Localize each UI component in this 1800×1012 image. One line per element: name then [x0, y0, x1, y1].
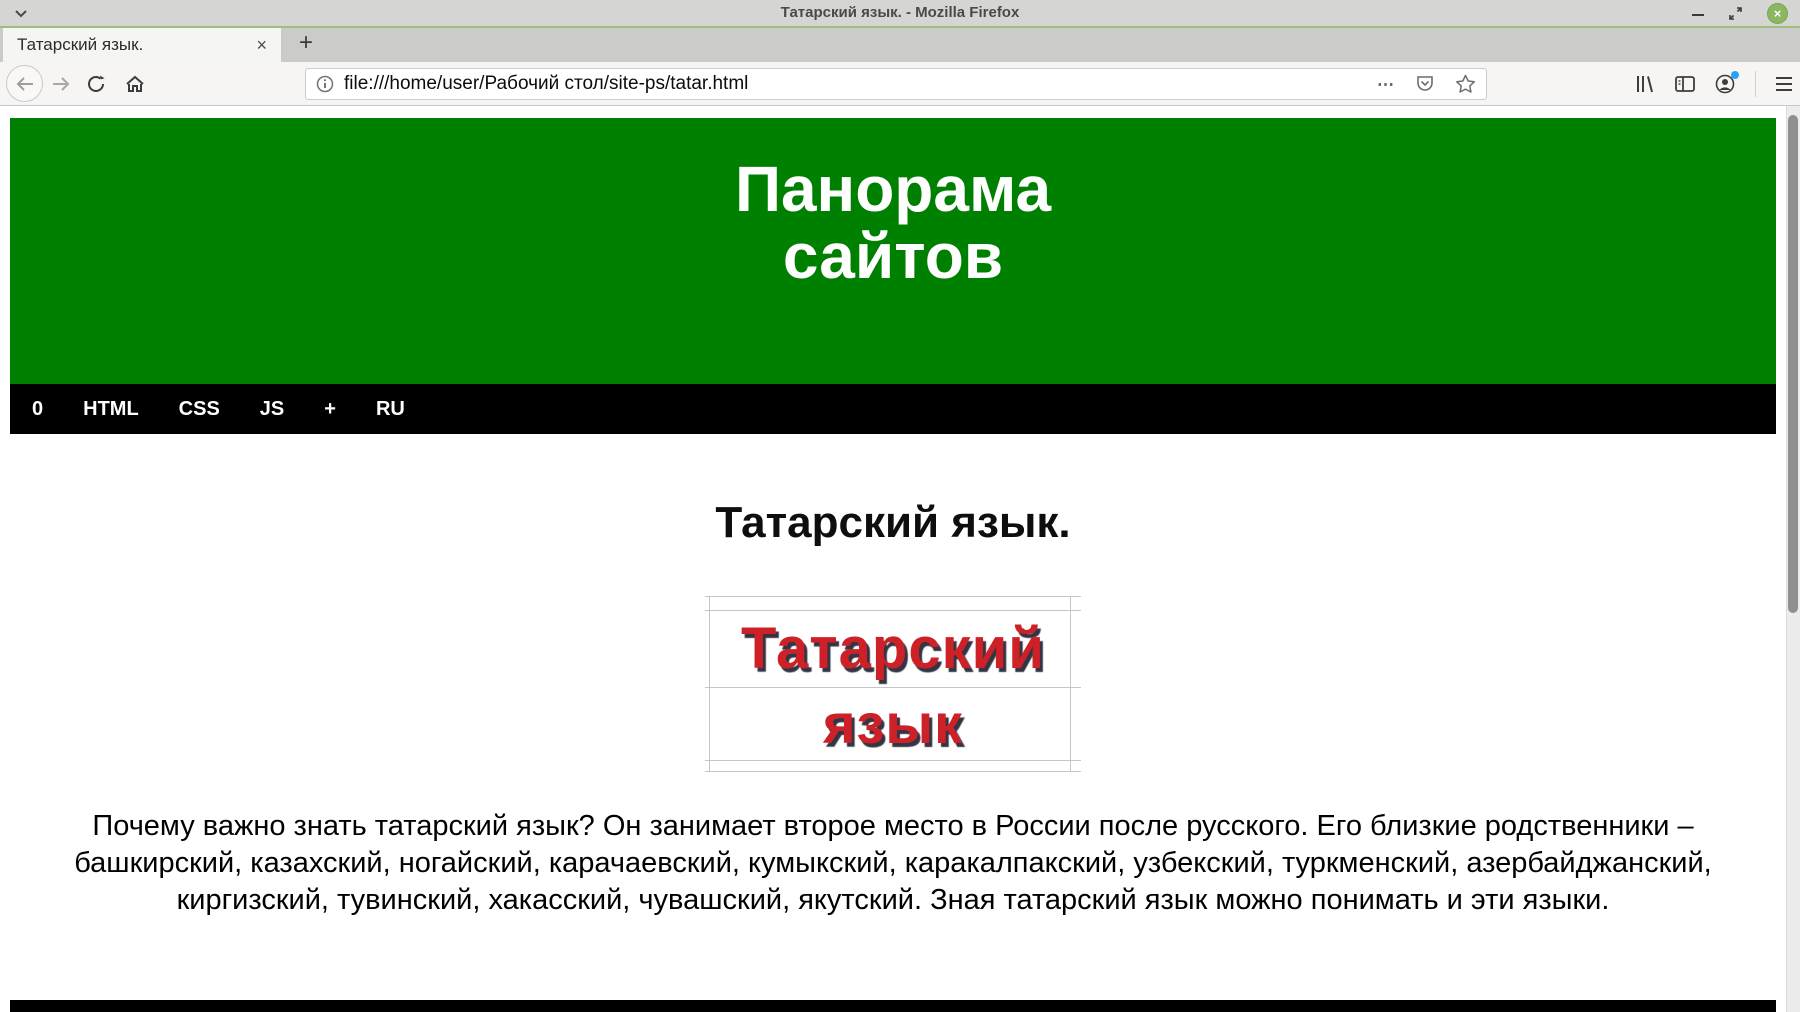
tab-strip	[0, 28, 1800, 62]
page-viewport	[0, 106, 1800, 1012]
nav-item-plus[interactable]: +	[324, 397, 336, 420]
article-paragraph: Почему важно знать татарский язык? Он занимает второе место в России после русского. Его близкие родственники – башкирский, казахский, ногайский, карачаевский, кумыкский, каракалпакский, узбекский, туркменский, азербайджанский, киргизский, тувинский, хакасский, чувашский, якутский. Зная татарский язык можно понимать и эти языки.	[74, 810, 1712, 916]
grid-line	[705, 760, 1081, 761]
image-text-line1: Татарский	[741, 616, 1045, 681]
minimize-button[interactable]	[1692, 14, 1704, 16]
nav-item-html[interactable]: HTML	[83, 397, 139, 420]
tatar-language-image	[705, 596, 1081, 772]
toolbar-divider	[1755, 71, 1756, 97]
forward-button[interactable]	[51, 77, 71, 91]
nav-item-0[interactable]: 0	[32, 397, 44, 420]
tab-label: Татарский язык.	[17, 35, 144, 54]
pocket-icon[interactable]	[1415, 74, 1435, 94]
sidebar-icon[interactable]	[1675, 76, 1695, 92]
account-icon[interactable]	[1715, 74, 1735, 94]
url-actions	[1377, 74, 1476, 94]
web-page	[10, 118, 1776, 919]
nav-item-js[interactable]: JS	[259, 397, 285, 420]
library-icon[interactable]	[1635, 75, 1655, 93]
url-text[interactable]: file:///home/user/Рабочий стол/site-ps/tatar.html	[344, 73, 749, 94]
window-controls	[1692, 0, 1788, 26]
window-title: Татарский язык. - Mozilla Firefox	[780, 4, 1020, 21]
site-info-icon[interactable]	[316, 75, 334, 93]
close-button[interactable]: ×	[1767, 3, 1788, 24]
page-footer-bar	[10, 1000, 1776, 1012]
image-text-row	[705, 610, 1081, 687]
bookmark-star-icon[interactable]	[1455, 74, 1476, 94]
article-heading: Татарский язык.	[715, 498, 1071, 547]
new-tab-button[interactable]: +	[299, 29, 314, 56]
nav-item-ru[interactable]: RU	[375, 397, 405, 420]
site-nav	[10, 384, 1776, 434]
site-banner	[10, 118, 1776, 384]
scrollbar-thumb[interactable]	[1788, 115, 1798, 613]
tab-tatar-language[interactable]	[3, 28, 281, 62]
grid-line	[705, 596, 1081, 597]
toolbar-right-icons	[1635, 62, 1792, 106]
page-actions-icon[interactable]: ⋯	[1377, 74, 1395, 94]
image-text-row	[705, 687, 1081, 760]
menu-hamburger-icon[interactable]	[1776, 77, 1792, 91]
scrollbar-track[interactable]	[1786, 106, 1800, 1012]
home-button[interactable]	[125, 75, 145, 93]
site-banner-title	[10, 153, 1776, 292]
url-bar[interactable]	[305, 68, 1487, 100]
tab-close-icon[interactable]: ×	[256, 35, 267, 55]
browser-toolbar	[0, 62, 1800, 106]
account-notification-dot	[1731, 71, 1739, 79]
reload-button[interactable]	[87, 75, 107, 93]
window-titlebar	[0, 0, 1800, 26]
back-button[interactable]	[6, 65, 43, 102]
banner-line1: Панорама	[734, 153, 1052, 225]
image-text-line2: язык	[822, 692, 964, 755]
maximize-button[interactable]	[1728, 6, 1743, 21]
nav-item-css[interactable]: CSS	[178, 397, 220, 420]
grid-line	[705, 771, 1081, 772]
banner-line2: сайтов	[782, 220, 1004, 292]
